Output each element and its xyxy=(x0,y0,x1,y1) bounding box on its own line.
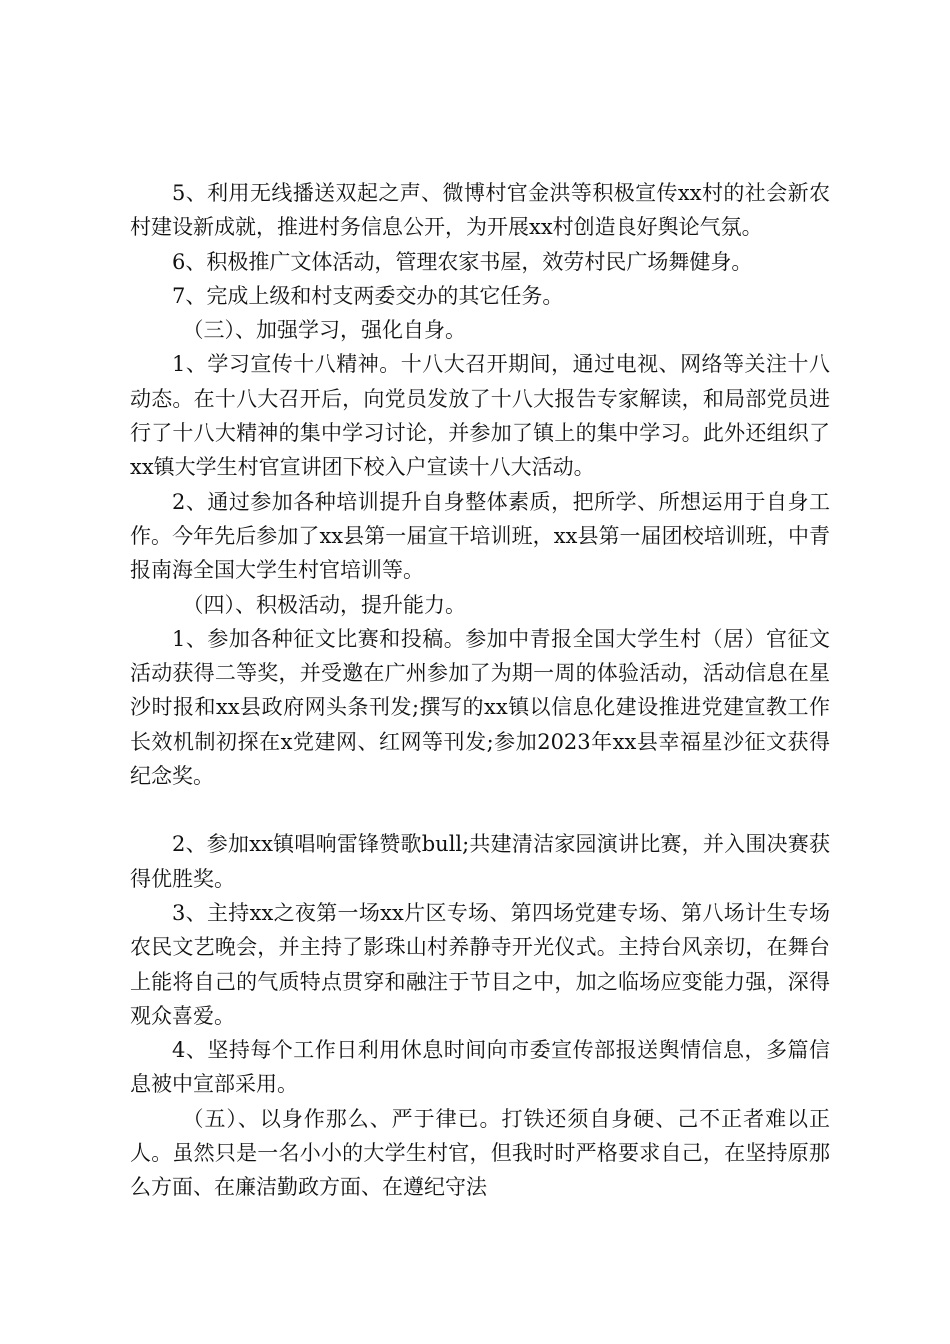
section-heading-5: （五）、以身作那么、严于律已。打铁还须自身硬、己不正者难以正人。虽然只是一名小小的大学生村官，但我时时严格要求自己，在坚持原那么方面、在廉洁勤政方面、在遵纪守法 xyxy=(130,1106,830,1200)
section-heading-3: （三）、加强学习，强化自身。 xyxy=(182,318,466,343)
paragraph-activity-4: 4、坚持每个工作日利用休息时间向市委宣传部报送舆情信息，多篇信息被中宣部采用。 xyxy=(130,1038,830,1097)
document-body xyxy=(130,176,830,1205)
paragraph-study-1: 1、学习宣传十八精神。十八大召开期间，通过电视、网络等关注十八动态。在十八大召开后，向党员发放了十八大报告专家解读，和局部党员进行了十八大精神的集中学习讨论，并参加了镇上的集中学习。此外还组织了xx镇大学生村官宣讲团下校入户宣读十八大活动。 xyxy=(130,352,830,480)
paragraph-item-6: 6、积极推广文体活动，管理农家书屋，效劳村民广场舞健身。 xyxy=(172,249,753,274)
paragraph-item-7: 7、完成上级和村支两委交办的其它任务。 xyxy=(172,283,564,308)
paragraph-activity-1: 1、参加各种征文比赛和投稿。参加中青报全国大学生村（居）官征文活动获得二等奖，并受邀在广州参加了为期一周的体验活动，活动信息在星沙时报和xx县政府网头条刊发;撰写的xx镇以信息化建设推进党建宣教工作长效机制初探在x党建网、红网等刊发;参加2023年xx县幸福星沙征文获得纪念奖。 xyxy=(130,626,830,789)
paragraph-activity-2: 2、参加xx镇唱响雷锋赞歌bull;共建清洁家园演讲比赛，并入围决赛获得优胜奖。 xyxy=(130,832,830,891)
paragraph-activity-3: 3、主持xx之夜第一场xx片区专场、第四场党建专场、第八场计生专场农民文艺晚会，并主持了影珠山村养静寺开光仪式。主持台风亲切，在舞台上能将自己的气质特点贯穿和融注于节目之中，加之临场应变能力强，深得观众喜爱。 xyxy=(130,900,830,1028)
paragraph-study-2: 2、通过参加各种培训提升自身整体素质，把所学、所想运用于自身工作。今年先后参加了xx县第一届宣干培训班，xx县第一届团校培训班，中青报南海全国大学生村官培训等。 xyxy=(130,489,830,583)
paragraph-item-5: 5、利用无线播送双起之声、微博村官金洪等积极宣传xx村的社会新农村建设新成就，推进村务信息公开，为开展xx村创造良好舆论气氛。 xyxy=(130,181,830,240)
section-heading-4: （四）、积极活动，提升能力。 xyxy=(182,592,466,617)
